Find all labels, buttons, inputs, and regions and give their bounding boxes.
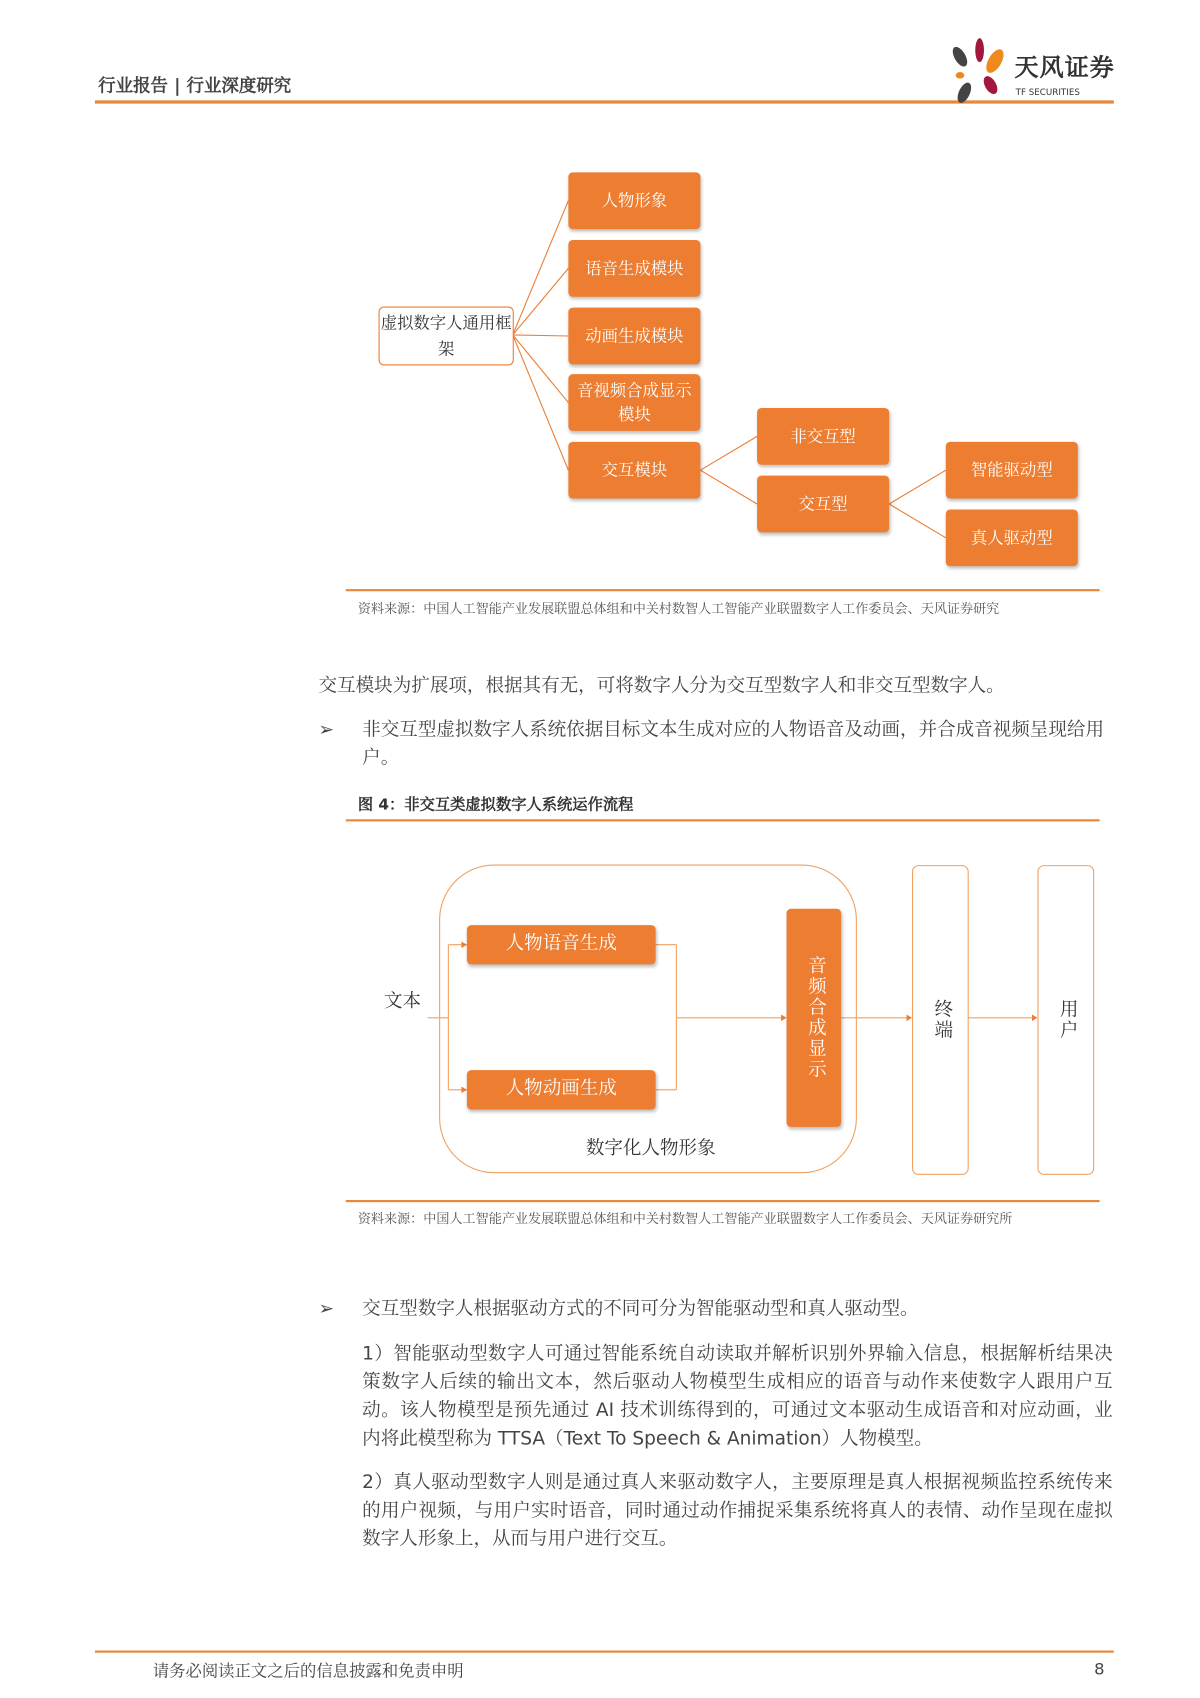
figure4-top-rule [346, 819, 1100, 821]
interaction-type-box: 交互型 [757, 476, 889, 533]
bullet-row [319, 716, 1115, 773]
bullet-paragraph: 非交互型虚拟数字人系统依据目标文本生成对应的人物语音及动画，并合成音视频呈现给用户。 [362, 718, 1104, 770]
module-box: 动画生成模块 [568, 308, 700, 365]
page-number: 8 [1094, 1659, 1105, 1679]
drive-type-box: 真人驱动型 [946, 509, 1078, 566]
audio-compose-display-box: 音频合成显示 [787, 909, 842, 1127]
logo-name: 天风证券 [1014, 54, 1115, 82]
figure4-bottom-rule [346, 1200, 1100, 1202]
body2-section [319, 1295, 1113, 1554]
speech-generation-box: 人物语音生成 [467, 925, 656, 964]
smart-driven-paragraph: 1）智能驱动型数字人可通过智能系统自动读取并解析识别外界输入信息，根据解析结果决策数字人后续的输出文本，然后驱动人物模型生成相应的语音与动作来使数字人跟用户互动。该人物模型是预先通过 AI 技术训练得到的，可通过文本驱动生成语音和对应动画，业内将此模型称为 TTSA（Text To Speech & Animation）人物模型。 [362, 1342, 1113, 1450]
module-box: 交互模块 [568, 442, 700, 499]
bullet-row [319, 1295, 1113, 1323]
animation-generation-box: 人物动画生成 [467, 1070, 656, 1109]
bullet-arrow-icon: ➢ [318, 1298, 335, 1320]
figure4-caption: 图 4：非交互类虚拟数字人系统运作流程 [357, 796, 634, 814]
body1-section [319, 672, 1115, 772]
header-title: 行业报告 | 行业深度研究 [98, 75, 292, 96]
human-driven-paragraph: 2）真人驱动型数字人则是通过真人来驱动数字人，主要原理是真人根据视频监控系统传来的用户视频，与用户实时语音，同时通过动作捕捉采集系统将真人的表情、动作呈现在虚拟数字人形象上，从而与用户进行交互。 [362, 1471, 1113, 1551]
module-box: 语音生成模块 [568, 240, 700, 297]
framework-root-box: 虚拟数字人通用框架 [379, 307, 514, 366]
module-box: 人物形象 [568, 172, 700, 229]
interaction-type-box: 非交互型 [757, 408, 889, 465]
drive-type-box: 智能驱动型 [946, 442, 1078, 499]
figure3-rule [346, 589, 1100, 591]
bullet-paragraph: 交互型数字人根据驱动方式的不同可分为智能驱动型和真人驱动型。 [362, 1298, 919, 1320]
bullet-arrow-icon: ➢ [318, 718, 335, 741]
figure4-source: 资料来源：中国人工智能产业发展联盟总体组和中关村数智人工智能产业联盟数字人工作委员会、天风证券研究所 [357, 1210, 1013, 1227]
footer-rule [95, 1651, 1114, 1653]
user-box: 用户 [1037, 865, 1094, 1175]
footer-disclaimer: 请务必阅读正文之后的信息披露和免责申明 [152, 1661, 464, 1682]
module-box: 音视频合成显示模块 [568, 374, 700, 431]
digital-character-label: 数字化人物形象 [585, 1137, 716, 1160]
intro-paragraph: 交互模块为扩展项，根据其有无，可将数字人分为交互型数字人和非交互型数字人。 [318, 675, 1005, 698]
figure3-source: 资料来源：中国人工智能产业发展联盟总体组和中关村数智人工智能产业联盟数字人工作委员会、天风证券研究 [357, 601, 1000, 617]
input-text-label: 文本 [383, 990, 422, 1013]
terminal-box: 终端 [912, 865, 969, 1175]
logo-subtitle: TF SECURITIES [1015, 87, 1080, 98]
